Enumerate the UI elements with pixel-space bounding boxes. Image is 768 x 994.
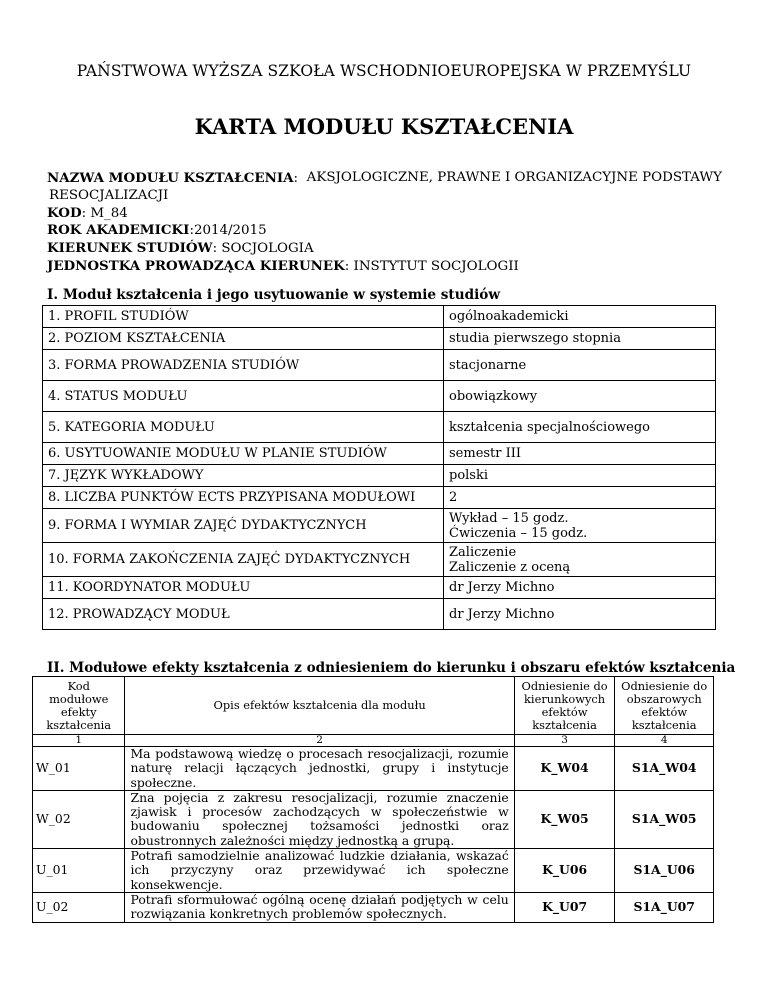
module-placement-table [42, 305, 716, 630]
module-name-line: NAZWA MODUŁU KSZTAŁCENIA: AKSJOLOGICZNE, PRAWNE I ORGANIZACYJNE PODSTAWY [47, 170, 722, 186]
row-value: dr Jerzy Michno [444, 599, 716, 630]
code-value: M_84 [90, 205, 128, 221]
row-label: 3. FORMA PROWADZENIA STUDIÓW [43, 350, 444, 381]
table-row [43, 412, 716, 443]
row-label: 5. KATEGORIA MODUŁU [43, 412, 444, 443]
table-row [43, 350, 716, 381]
column-header-field-reference: Odniesienie do kierunkowych efektów kształcenia [514, 677, 615, 735]
year-value: 2014/2015 [193, 223, 267, 239]
section-1-heading: I. Moduł kształcenia i jego usytuowanie w systemie studiów [47, 287, 501, 303]
column-header-code: Kod modułowe efekty kształcenia [33, 677, 125, 735]
module-name-value: AKSJOLOGICZNE, PRAWNE I ORGANIZACYJNE PODSTAWY [306, 170, 722, 185]
table-row [43, 543, 716, 577]
year-label: ROK AKADEMICKI [47, 222, 190, 239]
document-title: KARTA MODUŁU KSZTAŁCENIA [194, 114, 574, 139]
outcome-description: Zna pojęcia z zakresu resocjalizacji, rozumie znaczenie zjawisk i procesów zachodzących w społeczeństwie w budowaniu społecznej tożsamości jednostki oraz obustronnych zależności między jednostką a grupą. [125, 790, 514, 848]
row-label: 1. PROFIL STUDIÓW [43, 306, 444, 328]
table-row [43, 509, 716, 543]
outcome-description: Ma podstawową wiedzę o procesach resocjalizacji, rozumie naturę relacji łączących jednostki, grupy i instytucje społeczne. [125, 747, 514, 791]
area-reference: S1A_U07 [615, 892, 714, 922]
row-value: ogólnoakademicki [444, 306, 716, 328]
row-value: dr Jerzy Michno [444, 577, 716, 599]
column-number: 4 [615, 735, 714, 747]
table-row [43, 577, 716, 599]
row-value: stacjonarne [444, 350, 716, 381]
column-header-description: Opis efektów kształcenia dla modułu [125, 677, 514, 735]
value-line: Wykład – 15 godz. [449, 510, 569, 526]
code-label: KOD [47, 204, 82, 221]
value-line: Zaliczenie [449, 544, 517, 560]
academic-year-line: ROK AKADEMICKI:2014/2015 [47, 222, 267, 239]
module-name-continuation: RESOCJALIZACJI [49, 187, 169, 203]
row-value: semestr III [444, 443, 716, 465]
field-reference: K_U06 [514, 849, 615, 893]
value-line: Zaliczenie z oceną [449, 559, 571, 575]
table-row [43, 599, 716, 630]
field-reference: K_U07 [514, 892, 615, 922]
row-label: 10. FORMA ZAKOŃCZENIA ZAJĘĆ DYDAKTYCZNYCH [43, 543, 444, 577]
table-row [43, 465, 716, 487]
row-label: 2. POZIOM KSZTAŁCENIA [43, 328, 444, 350]
row-label: 12. PROWADZĄCY MODUŁ [43, 599, 444, 630]
outcome-description: Potrafi sformułować ogólną ocenę działań podjętych w celu rozwiązania konkretnych problemów społecznych. [125, 892, 514, 922]
table-row [43, 328, 716, 350]
field-reference: K_W05 [514, 790, 615, 848]
table-row [43, 487, 716, 509]
outcome-code: U_01 [33, 849, 125, 893]
area-reference: S1A_W04 [615, 747, 714, 791]
row-label: 4. STATUS MODUŁU [43, 381, 444, 412]
outcome-code: U_02 [33, 892, 125, 922]
row-value: kształcenia specjalnościowego [444, 412, 716, 443]
unit-line: JEDNOSTKA PROWADZĄCA KIERUNEK: INSTYTUT SOCJOLOGII [47, 257, 519, 274]
row-value [444, 509, 716, 543]
row-label: 6. USYTUOWANIE MODUŁU W PLANIE STUDIÓW [43, 443, 444, 465]
row-value [444, 543, 716, 577]
value-line: Ćwiczenia – 15 godz. [449, 525, 588, 541]
column-number: 3 [514, 735, 615, 747]
module-metadata [47, 170, 722, 276]
outcome-description: Potrafi samodzielnie analizować ludzkie działania, wskazać ich przyczyny oraz przewidywać ich społeczne konsekwencje. [125, 849, 514, 893]
module-name-label: NAZWA MODUŁU KSZTAŁCENIA [47, 170, 294, 186]
unit-value: INSTYTUT SOCJOLOGII [353, 258, 519, 274]
column-number-row [33, 735, 714, 747]
row-value: 2 [444, 487, 716, 509]
row-value: studia pierwszego stopnia [444, 328, 716, 350]
row-label: 9. FORMA I WYMIAR ZAJĘĆ DYDAKTYCZNYCH [43, 509, 444, 543]
table-row [43, 306, 716, 328]
field-label: KIERUNEK STUDIÓW [47, 240, 213, 257]
field-value: SOCJOLOGIA [221, 241, 314, 257]
section-2-heading: II. Modułowe efekty kształcenia z odniesieniem do kierunku i obszaru efektów kształcenia [47, 660, 736, 676]
university-name: PAŃSTWOWA WYŻSZA SZKOŁA WSCHODNIOEUROPEJSKA W PRZEMYŚLU [76, 62, 692, 80]
column-header-area-reference: Odniesienie do obszarowych efektów kształcenia [615, 677, 714, 735]
outcome-code: W_02 [33, 790, 125, 848]
area-reference: S1A_U06 [615, 849, 714, 893]
learning-outcomes-table [32, 676, 714, 923]
table-row [33, 790, 714, 848]
row-label: 7. JĘZYK WYKŁADOWY [43, 465, 444, 487]
table-row [33, 747, 714, 791]
outcome-code: W_01 [33, 747, 125, 791]
row-label: 11. KOORDYNATOR MODUŁU [43, 577, 444, 599]
row-label: 8. LICZBA PUNKTÓW ECTS PRZYPISANA MODUŁOWI [43, 487, 444, 509]
header-row [33, 677, 714, 735]
field-line: KIERUNEK STUDIÓW: SOCJOLOGIA [47, 240, 314, 257]
table-row [43, 443, 716, 465]
module-code-line: KOD: M_84 [47, 204, 128, 221]
table-row [43, 381, 716, 412]
row-value: polski [444, 465, 716, 487]
column-number: 2 [125, 735, 514, 747]
field-reference: K_W04 [514, 747, 615, 791]
area-reference: S1A_W05 [615, 790, 714, 848]
unit-label: JEDNOSTKA PROWADZĄCA KIERUNEK [47, 257, 345, 274]
column-number: 1 [33, 735, 125, 747]
table-row [33, 849, 714, 893]
table-row [33, 892, 714, 922]
row-value: obowiązkowy [444, 381, 716, 412]
